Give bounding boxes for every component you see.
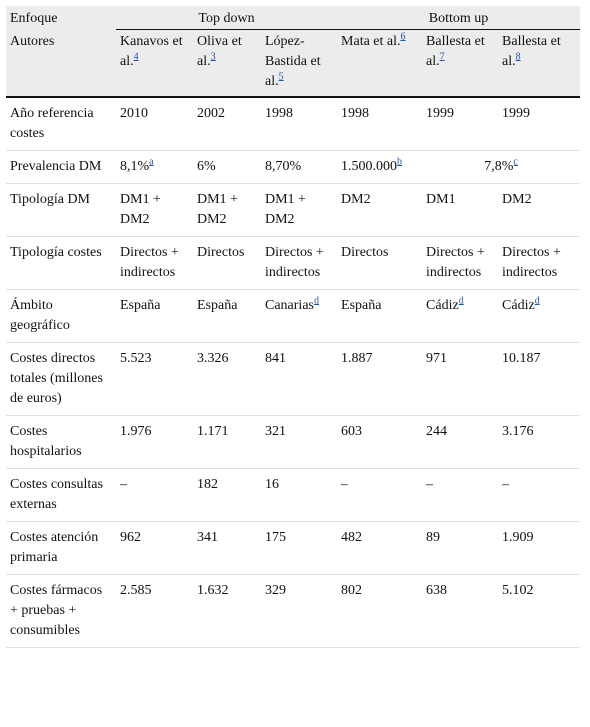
table-cell [498, 575, 580, 648]
cell-value: 1.909 [502, 530, 534, 545]
header-row-autores [6, 30, 580, 98]
group-bottom-up: Bottom up [337, 6, 580, 30]
cell-value: 971 [426, 351, 448, 366]
row-label: Costes directos totales (millones de euros) [6, 343, 116, 416]
cell-value: 1998 [265, 106, 293, 121]
table-cell [498, 416, 580, 469]
cell-value: DM2 [502, 192, 532, 207]
table-cell [498, 184, 580, 237]
table-cell [422, 97, 498, 151]
cell-value: DM1 + DM2 [197, 192, 238, 227]
cell-value: Directos [197, 245, 245, 260]
table-cell [116, 343, 193, 416]
table-row [6, 237, 580, 290]
cell-value: 2010 [120, 106, 148, 121]
cell-value: España [120, 298, 161, 313]
table-cell [337, 522, 422, 575]
author-name: Ballesta et al. [502, 34, 561, 69]
table-cell [116, 469, 193, 522]
row-label: Costes hospitalarios [6, 416, 116, 469]
table-row [6, 97, 580, 151]
table-cell [261, 237, 337, 290]
table-cell [337, 290, 422, 343]
author-header-cell [498, 30, 580, 98]
cell-value: 5.102 [502, 583, 534, 598]
table-cell [193, 97, 261, 151]
table-cell [261, 97, 337, 151]
cell-value: DM1 [426, 192, 456, 207]
group-top-down: Top down [116, 6, 337, 30]
author-header-cell [116, 30, 193, 98]
cell-value: 5.523 [120, 351, 152, 366]
cell-value: 8,70% [265, 159, 302, 174]
table-cell [193, 343, 261, 416]
cell-value: 3.176 [502, 424, 534, 439]
cell-value: 1.976 [120, 424, 152, 439]
table-cell [116, 97, 193, 151]
table-cell [337, 151, 422, 184]
table-cell [193, 522, 261, 575]
cell-value: España [197, 298, 238, 313]
cell-value: 1.887 [341, 351, 373, 366]
footnote-ref-link[interactable]: 8 [515, 51, 521, 63]
cell-value: 1.500.000 [341, 159, 398, 174]
cell-value: – [341, 477, 349, 492]
footnote-ref-link[interactable]: 5 [278, 71, 284, 83]
cell-value: 1999 [426, 106, 455, 121]
cell-value: 1998 [341, 106, 370, 121]
cell-value: 2002 [197, 106, 225, 121]
row-label: Costes consultas externas [6, 469, 116, 522]
cell-value: Directos [341, 245, 389, 260]
table-cell [193, 575, 261, 648]
table-row [6, 416, 580, 469]
cell-value: Canarias [265, 298, 314, 313]
row-label: Costes fármacos + pruebas + consumibles [6, 575, 116, 648]
table-cell [422, 151, 580, 184]
table-cell [498, 97, 580, 151]
table-cell [498, 343, 580, 416]
footnote-ref-link[interactable]: 4 [133, 51, 139, 63]
cell-value: – [502, 477, 510, 492]
cell-value: 962 [120, 530, 141, 545]
footnote-ref-link[interactable]: d [534, 295, 540, 307]
table-cell [422, 469, 498, 522]
table-cell [261, 416, 337, 469]
table-cell [261, 469, 337, 522]
table-cell [261, 522, 337, 575]
cell-value: 244 [426, 424, 448, 439]
cell-value: 16 [265, 477, 279, 492]
author-header-cell [193, 30, 261, 98]
cell-value: Directos + indirectos [426, 245, 485, 280]
cell-value: 638 [426, 583, 448, 598]
table-cell [337, 184, 422, 237]
table-row [6, 469, 580, 522]
table-cell [116, 237, 193, 290]
table-cell [193, 237, 261, 290]
cell-value: 182 [197, 477, 218, 492]
author-name: Ballesta et al. [426, 34, 485, 69]
table-cell [422, 290, 498, 343]
table-body [6, 97, 580, 648]
author-name: Kanavos et al. [120, 34, 183, 69]
cell-value: 1.171 [197, 424, 229, 439]
table-row [6, 343, 580, 416]
autores-label: Autores [6, 30, 116, 98]
table-cell [116, 151, 193, 184]
cell-value: Directos + indirectos [502, 245, 561, 280]
table-cell [498, 237, 580, 290]
cell-value: 7,8% [484, 159, 514, 174]
footnote-ref-link[interactable]: c [513, 156, 518, 168]
table-cell [116, 416, 193, 469]
table-cell [261, 290, 337, 343]
author-name: Mata et al. [341, 34, 401, 49]
cell-value: 341 [197, 530, 218, 545]
table-cell [498, 290, 580, 343]
cell-value: 482 [341, 530, 363, 545]
cell-value: 8,1% [120, 159, 150, 174]
table-row [6, 290, 580, 343]
cell-value: 1999 [502, 106, 531, 121]
table-cell [337, 237, 422, 290]
cell-value: 802 [341, 583, 363, 598]
table-cell [337, 416, 422, 469]
cell-value: 6% [197, 159, 216, 174]
author-header-cell [422, 30, 498, 98]
table-cell [422, 237, 498, 290]
author-name: López-Bastida et al. [265, 34, 321, 89]
table-row [6, 151, 580, 184]
table-cell [498, 469, 580, 522]
table-cell [498, 522, 580, 575]
footnote-ref-link[interactable]: 3 [210, 51, 216, 63]
cell-value: 2.585 [120, 583, 152, 598]
table-cell [261, 151, 337, 184]
cell-value: 841 [265, 351, 286, 366]
row-label: Prevalencia DM [6, 151, 116, 184]
footnote-ref-link[interactable]: b [397, 156, 403, 168]
table-cell [116, 184, 193, 237]
cell-value: 3.326 [197, 351, 229, 366]
cell-value: 1.632 [197, 583, 229, 598]
cell-value: 329 [265, 583, 286, 598]
author-name: Oliva et al. [197, 34, 242, 69]
cell-value: 603 [341, 424, 363, 439]
table-header [6, 6, 580, 97]
table-cell [422, 522, 498, 575]
table-cell [337, 575, 422, 648]
table-cell [116, 575, 193, 648]
table-cell [422, 575, 498, 648]
cell-value: 175 [265, 530, 286, 545]
cell-value: DM1 + DM2 [120, 192, 161, 227]
row-label: Ámbito geográfico [6, 290, 116, 343]
author-header-cell [261, 30, 337, 98]
cell-value: Directos + indirectos [120, 245, 179, 280]
table-row [6, 575, 580, 648]
table-row [6, 184, 580, 237]
cell-value: Cádiz [426, 298, 459, 313]
cost-studies-table-container [6, 6, 580, 648]
table-cell [337, 469, 422, 522]
row-label: Tipología costes [6, 237, 116, 290]
table-cell [193, 290, 261, 343]
row-label: Tipología DM [6, 184, 116, 237]
footnote-ref-link[interactable]: d [458, 295, 464, 307]
cell-value: DM1 + DM2 [265, 192, 306, 227]
table-cell [337, 97, 422, 151]
cell-value: DM2 [341, 192, 371, 207]
enfoque-label: Enfoque [10, 11, 58, 26]
table-cell [193, 184, 261, 237]
cell-value: Cádiz [502, 298, 535, 313]
table-cell [261, 575, 337, 648]
cell-value: Directos + indirectos [265, 245, 324, 280]
cell-value: 10.187 [502, 351, 541, 366]
cell-value: 89 [426, 530, 441, 545]
footnote-ref-link[interactable]: 7 [439, 51, 445, 63]
table-cell [422, 416, 498, 469]
table-cell [337, 343, 422, 416]
row-label: Año referencia costes [6, 97, 116, 151]
table-cell [422, 343, 498, 416]
table-cell [116, 290, 193, 343]
cell-value: – [120, 477, 127, 492]
footnote-ref-link[interactable]: a [149, 156, 154, 168]
table-cell [193, 469, 261, 522]
table-cell [193, 416, 261, 469]
table-cell [261, 343, 337, 416]
table-row [6, 522, 580, 575]
header-row-enfoque [6, 6, 580, 30]
footnote-ref-link[interactable]: 6 [400, 31, 406, 43]
footnote-ref-link[interactable]: d [313, 295, 319, 307]
table-cell [261, 184, 337, 237]
author-header-cell [337, 30, 422, 98]
cell-value: España [341, 298, 382, 313]
row-label: Costes atención primaria [6, 522, 116, 575]
table-cell [422, 184, 498, 237]
table-cell [193, 151, 261, 184]
cost-studies-table [6, 6, 580, 648]
cell-value: 321 [265, 424, 286, 439]
cell-value: – [426, 477, 434, 492]
table-cell [116, 522, 193, 575]
